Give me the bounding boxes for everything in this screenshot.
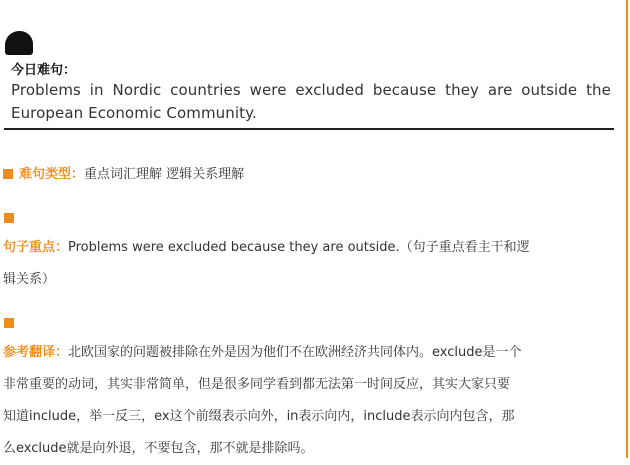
focus-paragraph [3,232,615,296]
decorative-blob-icon [5,31,33,55]
type-row [3,163,244,182]
divider [4,128,614,130]
orange-square-icon [4,318,14,328]
translation-line-1: 北欧国家的问题被排除在外是因为他们不在欧洲经济共同体内。exclude是一个 [68,345,522,360]
translation-line-3: 知道include，举一反三，ex这个前缀表示向外，in表示向内，include表示向内包含，那 [3,409,515,424]
focus-label: 句子重点： [3,240,69,255]
daily-sentence-label: 今日难句： [11,63,77,78]
translation-label: 参考翻译： [3,345,69,360]
focus-line-1: Problems were excluded because they are outside.（句子重点看主干和逻 [68,240,530,255]
right-accent-rule [626,0,628,458]
translation-line-2: 非常重要的动词，其实非常简单，但是很多同学看到都无法第一时间反应，其实大家只要 [3,377,511,392]
orange-square-icon [3,169,13,179]
daily-sentence-text: Problems in Nordic countries were excluded because they are outside the European Economic Community. [11,81,611,122]
focus-line-2: 辑关系） [3,272,56,287]
type-text: 重点词汇理解 逻辑关系理解 [84,167,245,182]
translation-paragraph [3,337,615,465]
translation-line-4: 么exclude就是向外退，不要包含，那不就是排除吗。 [3,441,314,456]
type-label: 难句类型： [19,167,85,182]
orange-square-icon [4,213,14,223]
